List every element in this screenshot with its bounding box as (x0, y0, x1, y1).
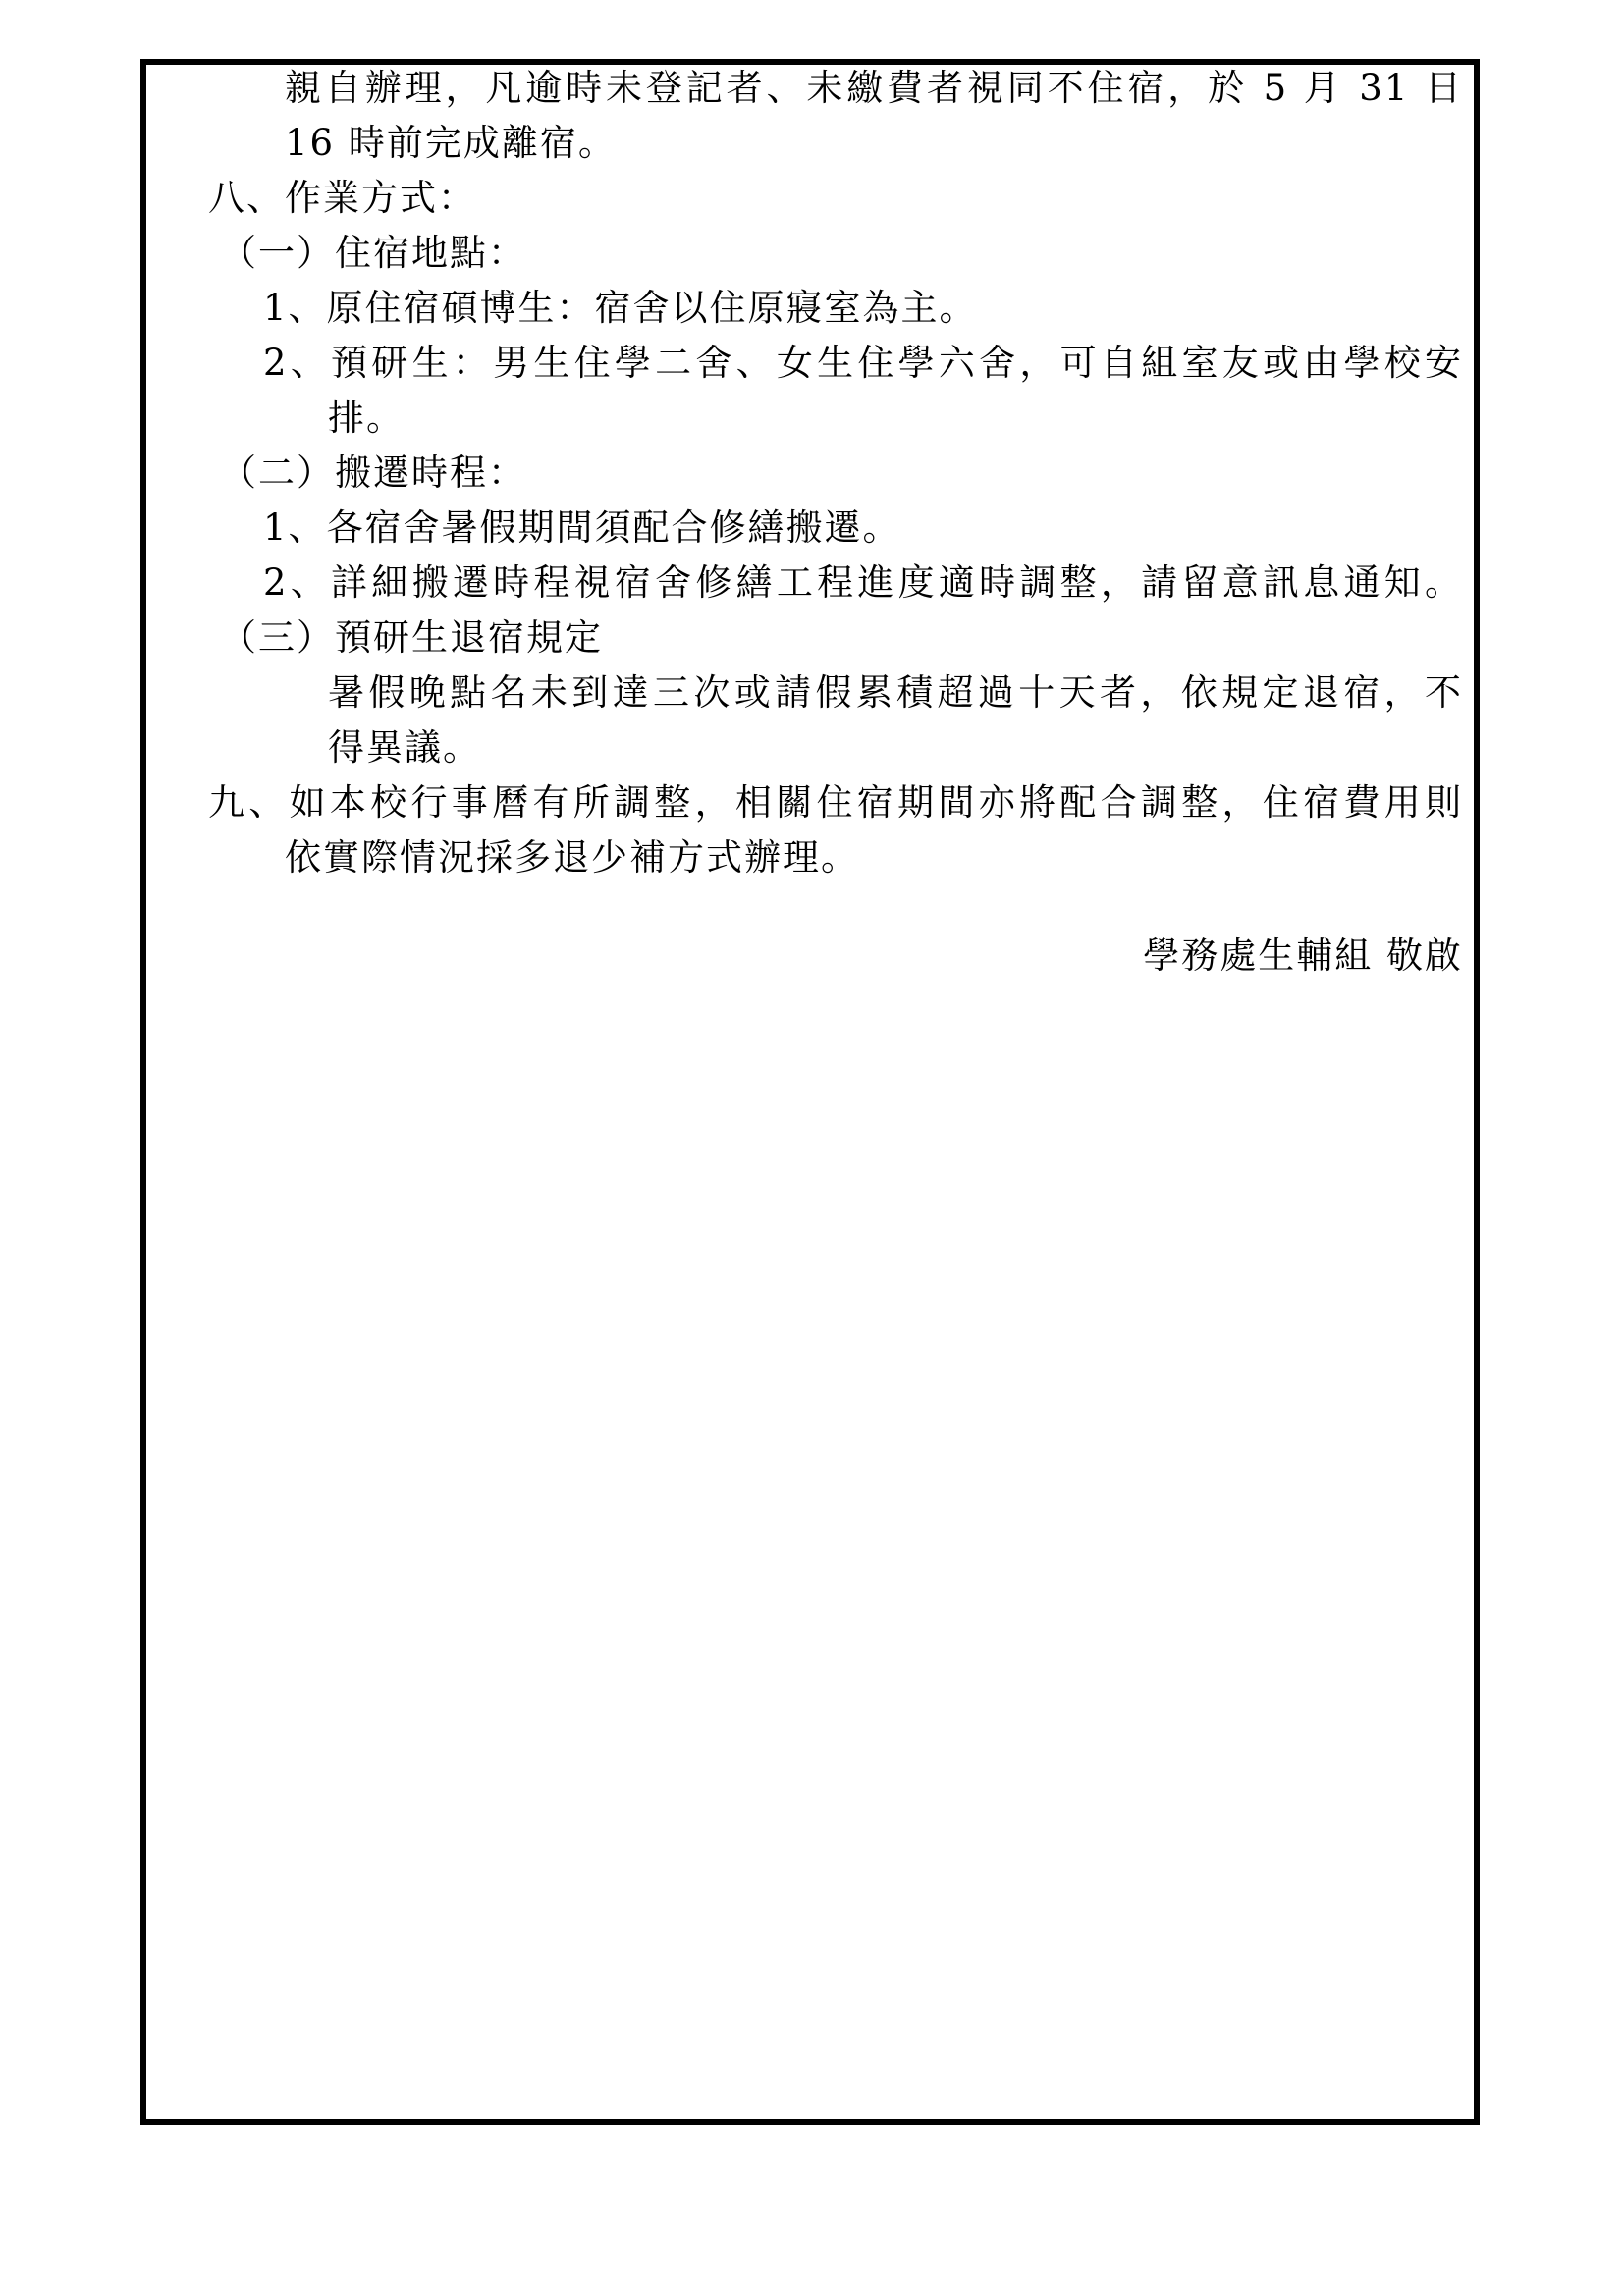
subsection-heading: （一）住宿地點： (220, 232, 526, 274)
text-line: 16 時前完成離宿。 (285, 122, 617, 164)
section-heading: 九、如本校行事曆有所調整，相關住宿期間亦將配合調整，住宿費用則 (208, 781, 1463, 824)
text-line: 得異議。 (328, 726, 481, 769)
list-item: 2、預研生：男生住學二舍、女生住學六舍，可自組室友或由學校安 (263, 342, 1463, 384)
section-heading: 八、作業方式： (208, 177, 476, 219)
list-item: 2、詳細搬遷時程視宿舍修繕工程進度適時調整，請留意訊息通知。 (263, 561, 1463, 604)
subsection-heading: （三）預研生退宿規定 (220, 616, 603, 659)
list-item: 1、各宿舍暑假期間須配合修繕搬遷。 (263, 507, 901, 549)
text-line: 親自辦理，凡逾時未登記者、未繳費者視同不住宿，於 5 月 31 日 (285, 67, 1463, 109)
list-item: 1、原住宿碩博生：宿舍以住原寢室為主。 (263, 287, 978, 329)
text-line: 依實際情況採多退少補方式辦理。 (285, 836, 859, 879)
text-line: 暑假晚點名未到達三次或請假累積超過十天者，依規定退宿，不 (328, 671, 1463, 714)
text-line: 排。 (328, 397, 405, 439)
subsection-heading: （二）搬遷時程： (220, 452, 526, 494)
signature: 學務處生輔組 敬啟 (1143, 934, 1463, 977)
